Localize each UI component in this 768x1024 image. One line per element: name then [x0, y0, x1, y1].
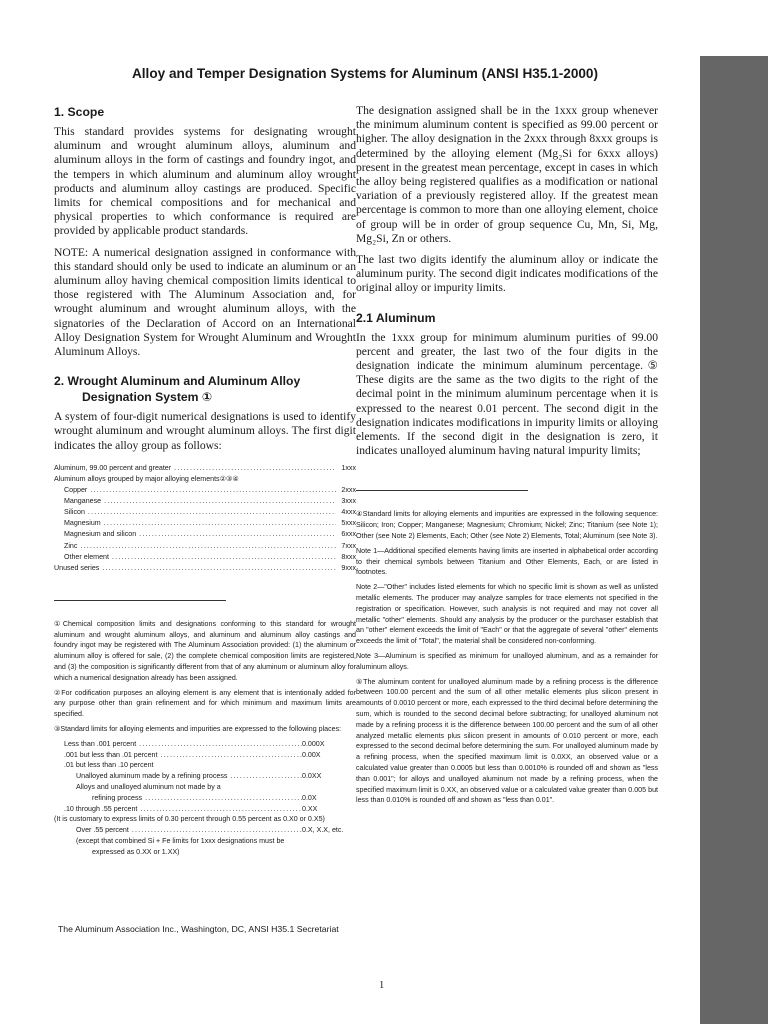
limit-value: 0.0XX: [302, 772, 322, 781]
leader-dots: [136, 529, 336, 540]
limit-row: [54, 825, 356, 836]
alloy-table-label: Zinc: [64, 541, 78, 550]
alloy-table-row: [54, 518, 356, 529]
leader-dots: [136, 739, 302, 750]
alloy-table-row: [54, 552, 356, 563]
scope-paragraph: This standard provides systems for designating wrought aluminum and wrought aluminum alloys, aluminum and aluminum alloys in the form of castings and foundry ingot, and the tempers in which aluminum and aluminum alloy wrought products and aluminum alloy castings are produced. Specific limits for chemical compositions and for mechanical and physical properties to which conformance is required are provided by applicable product standards.: [54, 125, 356, 238]
alloy-table-row: [54, 529, 356, 540]
leader-dots: [109, 552, 336, 563]
page-title: Alloy and Temper Designation Systems for Aluminum (ANSI H35.1-2000): [131, 66, 599, 81]
limit-row: [54, 814, 356, 825]
section-2-heading: [54, 373, 356, 405]
note-1: Note 1—Additional specified elements having limits are inserted in alphabetical order according to their chemical symbols between Titanium and Other Elements, Each, or are listed in footnotes.: [356, 546, 658, 577]
footnote-divider: [54, 600, 226, 601]
alloy-table-label: Copper: [64, 486, 88, 495]
leader-dots: [101, 518, 336, 529]
limit-row: [54, 782, 356, 793]
leader-dots: [129, 825, 302, 836]
scope-heading: 1. Scope: [54, 105, 105, 119]
limit-value: 0.0X: [302, 793, 317, 802]
limit-label: Alloys and unalloyed aluminum not made by a: [76, 782, 221, 791]
alloy-table-label: Silicon: [64, 508, 85, 517]
note-3: Note 3—Aluminum is specified as minimum for unalloyed aluminum, and as a remainder for aluminum alloys.: [356, 652, 658, 671]
note-2: Note 2—"Other" includes listed elements for which no specific limit is shown as well as unlisted metallic elements. The producer may analyze samples for trace elements not specified in the registration or specification. However, such analysis is not required and may not cover all metallic "other" elements. Should any analysis by the producer or the purchaser establish that an "other" element exceeds the limit of "Each" or that the aggregate of several "other" elements exceeds the limit of "Total", the material shall be considered non-conforming.: [356, 583, 658, 646]
alloy-table-label: Magnesium and silicon: [64, 530, 137, 539]
aluminum-paragraph: In the 1xxx group for minimum aluminum purities of 99.00 percent and greater, the last two of the four digits in the designation indicate the minimum aluminum percentage.⑤ These digits are the same as the two digits to the right of the decimal point in the minimum aluminum percentage when it is expressed to the nearest 0.01 percent. The second digit in the designation indicates modifications in impurity limits or alloying elements. If the second digit in the designation is zero, it indicates unalloyed aluminum having natural impurity limits;: [356, 330, 658, 458]
section-2-heading-line1: 2. Wrought Aluminum and Aluminum Alloy: [54, 374, 301, 389]
limit-label: .001 but less than .01 percent: [64, 750, 158, 759]
alloy-table-row: [54, 463, 356, 474]
alloy-table-row: [54, 507, 356, 518]
alloy-table-value: 4xxx: [341, 508, 356, 517]
limit-row: [54, 804, 356, 815]
left-column: [54, 104, 356, 862]
alloy-table-value: 9xxx: [341, 563, 356, 572]
limit-label: Unalloyed aluminum made by a refining process: [76, 772, 228, 781]
alloy-group-table: [54, 463, 356, 574]
limit-value: 0.X, X.X, etc.: [302, 826, 344, 835]
alloy-table-label: Manganese: [64, 497, 102, 506]
limit-row: [54, 750, 356, 761]
footnote-4: ④Standard limits for alloying elements and impurities are expressed in the following sequence: Silicon; Iron; Copper; Manganese; Magnesium; Chromium; Nickel; Zinc; Titanium (see Note 1); Other (see Note 2) Elements, Each; Other (see Note 2) Elements, Total; Aluminum (see Note 3).: [356, 510, 658, 541]
footnote-3: ③Standard limits for alloying elements and impurities are expressed to the following places:: [54, 724, 342, 733]
section-2-paragraph: A system of four-digit numerical designations is used to identify wrought aluminum and wrought aluminum alloys. The first digit indicates the alloy group as follows:: [54, 410, 356, 452]
limit-value: 0.00X: [302, 750, 321, 759]
limit-label: Over .55 percent: [76, 826, 129, 835]
alloy-table-label: Other element: [64, 552, 109, 561]
alloy-table-label: Aluminum, 99.00 percent and greater: [54, 463, 172, 472]
limit-label: refining process: [92, 793, 143, 802]
page-number: 1: [379, 980, 385, 991]
left-footnotes: [54, 619, 356, 858]
alloy-table-row: [54, 541, 356, 552]
section-2-heading-line2: Designation System ①: [82, 390, 213, 405]
limit-label: (except that combined Si + Fe limits for 1xxx designations must be: [76, 836, 285, 845]
section-2-1-heading: 2.1 Aluminum: [356, 310, 436, 325]
limit-row: [54, 760, 356, 771]
alloy-table-row: [54, 563, 356, 574]
leader-dots: [227, 771, 302, 782]
limit-label: .10 through .55 percent: [64, 804, 138, 813]
footnote-1: ①Chemical composition limits and designations conforming to this standard for wrought aluminum and wrought aluminum alloys, and aluminum and aluminum alloy castings and foundry ingot may be registered with The Aluminum Association provided: (1) the aluminum or aluminum alloy is offered for sale, (2) the complete chemical composition limits are registered, and (3) the composition is significantly different from that of any aluminum or aluminum alloy for which a numerical designation already has been assigned.: [54, 619, 356, 682]
leader-dots: [87, 485, 336, 496]
leader-dots: [101, 496, 336, 507]
limit-label: (It is customary to express limits of 0.30 percent through 0.55 percent as 0.X0 or 0.X5): [54, 815, 325, 824]
alloy-table-row: [54, 496, 356, 507]
scope-note: NOTE: A numerical designation assigned in conformance with this standard should only be used to indicate an aluminum or an aluminum alloy having chemical composition limits identical to those registered with The Aluminum Association and, for wrought aluminum and wrought aluminum alloys, with the signatories of the Declaration of Accord on an International Alloy Designation System for Wrought Aluminum and Wrought Aluminum Alloys.: [54, 245, 356, 359]
alloy-table-row: [54, 474, 356, 485]
alloy-table-value: 6xxx: [341, 530, 356, 539]
leader-dots: [171, 463, 336, 474]
alloy-table-value: 2xxx: [341, 486, 356, 495]
limit-label: expressed as 0.XX or 1.XX): [92, 847, 180, 856]
alloy-table-label: Aluminum alloys grouped by major alloying elements②③④: [54, 474, 239, 483]
leader-dots: [142, 793, 302, 804]
right-footnotes: [356, 509, 658, 806]
alloy-table-value: 5xxx: [341, 519, 356, 528]
limit-value: 0.XX: [302, 804, 318, 813]
gray-side-bar: [700, 56, 768, 1024]
limit-row: [54, 793, 356, 804]
limit-label: Less than .001 percent: [64, 739, 137, 748]
footnote-divider-right: [356, 490, 528, 491]
limit-row: [54, 847, 356, 858]
leader-dots: [157, 750, 302, 761]
alloy-table-value: 7xxx: [341, 541, 356, 550]
alloy-table-row: [54, 485, 356, 496]
alloy-table-value: 1xxx: [341, 463, 356, 472]
limit-value: 0.000X: [302, 739, 325, 748]
limits-list: [54, 739, 356, 858]
limit-row: [54, 771, 356, 782]
leader-dots: [137, 804, 302, 815]
last-digits-paragraph: The last two digits identify the aluminum alloy or indicate the aluminum purity. The second digit indicates modifications of the original alloy or impurity limits.: [356, 253, 658, 295]
limit-row: [54, 836, 356, 847]
footer-credit: The Aluminum Association Inc., Washington, DC, ANSI H35.1 Secretariat: [58, 924, 339, 934]
alloy-table-label: Magnesium: [64, 519, 101, 528]
limit-label: .01 but less than .10 percent: [64, 761, 154, 770]
leader-dots: [99, 563, 336, 574]
leader-dots: [85, 507, 336, 518]
designation-paragraph: The designation assigned shall be in the 1xxx group whenever the minimum aluminum content is specified as 99.00 percent or higher. The alloy designation in the 2xxx through 8xxx groups is determined by the alloying element (Mg₂Si for 6xxx alloys) present in the greatest mean percentage, except in cases in which the alloy being registered qualifies as a modification or national variation of a previously registered alloy. If the greatest mean percentage is common to more than one alloying element, choice of group will be in order of group sequence Cu, Mn, Si, Mg, Mg₂Si, Zn or others.: [356, 104, 658, 245]
alloy-table-value: 8xxx: [341, 552, 356, 561]
footnote-2: ②For codification purposes an alloying element is any element that is intentionally added for any purpose other than grain refinement and for which minimum and maximum limits are specified.: [54, 688, 356, 719]
footnote-5: ⑤The aluminum content for unalloyed aluminum made by a refining process is the difference between 100.00 percent and the sum of all other metallic elements plus silicon present in amounts of 0.0010 percent or more, each expressed to the third decimal before determining the sum, which is rounded to the second decimal before subtracting; for unalloyed aluminum not made by a refining process it is the difference between 100.00 percent and the sum of all other analyzed metallic elements plus silicon present in amounts of 0.010 percent or more, each expressed to the second decimal before determining the sum. For unalloyed aluminum made by a refining process, when the specified maximum limit is 0.0XX, an observed value or a calculated value greater than 0.0005 but less than 0.0010% is rounded off and shown as "less than 0.001"; for alloys and unalloyed aluminum not made by a refining process, when the specified maximum limit is 0.XX, an observed value or a calculated value greater than 0.005 but less than 0.010% is rounded off and shown as "less than 0.01".: [356, 677, 658, 805]
alloy-table-label: Unused series: [54, 563, 100, 572]
leader-dots: [77, 541, 336, 552]
limit-row: [54, 739, 356, 750]
alloy-table-value: 3xxx: [341, 497, 356, 506]
right-column: [356, 104, 658, 810]
